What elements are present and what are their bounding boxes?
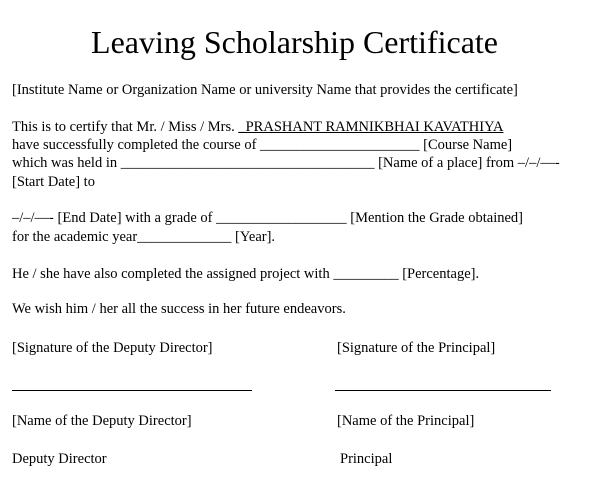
place-line: which was held in ___________________________________ [Name of a place] from –/–/—- [12,155,560,171]
certify-prefix: This is to certify that Mr. / Miss / Mrs. [12,119,239,135]
deputy-director-title: Deputy Director [12,451,107,467]
principal-name-label: [Name of the Principal] [337,413,475,429]
certify-line [12,118,503,136]
wish-line: We wish him / her all the success in her future endeavors. [12,301,346,317]
grade-line: –/–/—- [End Date] with a grade of __________________ [Mention the Grade obtained] [12,210,523,226]
student-name: _PRASHANT RAMNIKBHAI KAVATHIYA [238,119,504,135]
principal-signature-label: [Signature of the Principal] [337,340,496,356]
project-line: He / she have also completed the assigned project with _________ [Percentage]. [12,266,480,282]
principal-signature-line [335,390,551,391]
deputy-director-name-label: [Name of the Deputy Director] [12,413,192,429]
start-date-line: [Start Date] to [12,174,95,190]
year-line: for the academic year_____________ [Year]. [12,229,276,245]
institute-placeholder: [Institute Name or Organization Name or university Name that provides the certificate] [12,82,518,98]
deputy-director-signature-line [12,390,252,391]
course-line: have successfully completed the course of ______________________ [Course Name] [12,137,513,153]
principal-title: Principal [340,451,393,467]
deputy-director-signature-label: [Signature of the Deputy Director] [12,340,213,356]
certificate-title: Leaving Scholarship Certificate [91,24,498,60]
